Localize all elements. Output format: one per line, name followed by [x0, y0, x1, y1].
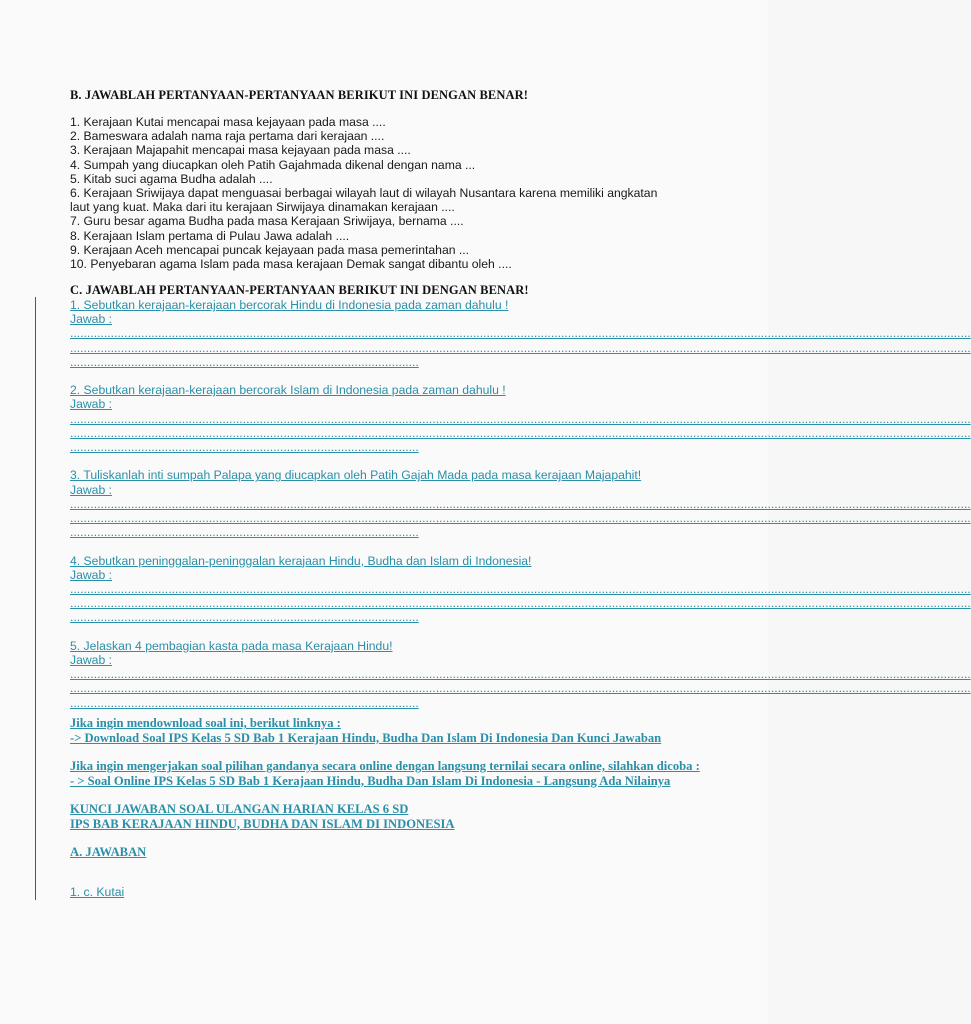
essay-question-2[interactable]: 2. Sebutkan kerajaan-kerajaan bercorak Islam di Indonesia pada zaman dahulu !: [70, 383, 506, 398]
answer-label[interactable]: Jawab :: [70, 653, 113, 668]
question-b-8: 8. Kerajaan Islam pertama di Pulau Jawa adalah ....: [70, 228, 350, 243]
question-b-6: 6. Kerajaan Sriwijaya dapat menguasai berbagai wilayah laut di wilayah Nusantara karena memiliki angkatan: [70, 186, 658, 201]
section-b-question-list: [70, 115, 710, 271]
download-intro: Jika ingin mendownload soal ini, berikut linknya :: [70, 716, 341, 730]
question-b-5: 5. Kitab suci agama Budha adalah ....: [70, 171, 273, 186]
section-c-essay-list: [70, 298, 971, 724]
answer-label[interactable]: Jawab :: [70, 482, 113, 497]
question-b-3: 3. Kerajaan Majapahit mencapai masa kejayaan pada masa ....: [70, 143, 411, 158]
section-c-heading: C. JAWABLAH PERTANYAAN-PERTANYAAN BERIKUT INI DENGAN BENAR!: [70, 283, 529, 297]
question-b-10: 10. Penyebaran agama Islam pada masa kerajaan Demak sangat dibantu oleh ....: [70, 257, 512, 272]
jawaban-heading[interactable]: A. JAWABAN: [70, 845, 147, 859]
answer-1[interactable]: 1. c. Kutai: [70, 885, 125, 899]
answer-line[interactable]: .......................................................................................................: [70, 525, 419, 540]
essay-item: [70, 383, 971, 455]
essay-item: [70, 553, 971, 625]
answer-line[interactable]: ..........................................................................................................................................................................................................................................................................: [70, 681, 971, 696]
question-b-9: 9. Kerajaan Aceh mencapai puncak kejayaan pada masa pemerintahan ...: [70, 242, 470, 257]
essay-item: [70, 468, 971, 540]
online-intro: Jika ingin mengerjakan soal pilihan gandanya secara online dengan langsung ternilai secara online, silahkan dicoba :: [70, 759, 700, 773]
essay-item: [70, 638, 971, 710]
answer-line[interactable]: .......................................................................................................: [70, 610, 419, 625]
kunci-title-1[interactable]: KUNCI JAWABAN SOAL ULANGAN HARIAN KELAS 6 SD: [70, 802, 409, 816]
question-b-6-cont: laut yang kuat. Maka dari itu kerajaan Sirwijaya dinamakan kerajaan ....: [70, 200, 455, 215]
essay-item: [70, 298, 971, 369]
essay-question-5[interactable]: 5. Jelaskan 4 pembagian kasta pada masa Kerajaan Hindu!: [70, 638, 393, 653]
question-b-4: 4. Sumpah yang diucapkan oleh Patih Gajahmada dikenal dengan nama ...: [70, 157, 476, 172]
essay-question-1[interactable]: 1. Sebutkan kerajaan-kerajaan bercorak Hindu di Indonesia pada zaman dahulu !: [70, 298, 509, 312]
answer-line[interactable]: ..........................................................................................................................................................................................................................................................................: [70, 326, 971, 341]
question-b-7: 7. Guru besar agama Budha pada masa Kerajaan Sriwijaya, bernama ....: [70, 214, 464, 229]
answer-line[interactable]: ..........................................................................................................................................................................................................................................................................: [70, 425, 971, 440]
margin-rule: [35, 297, 36, 900]
answer-line[interactable]: ..........................................................................................................................................................................................................................................................................: [70, 340, 971, 355]
download-link[interactable]: -> Download Soal IPS Kelas 5 SD Bab 1 Kerajaan Hindu, Budha Dan Islam Di Indonesia Dan Kunci Jawaban: [70, 730, 662, 745]
section-b-heading: B. JAWABLAH PERTANYAAN-PERTANYAAN BERIKUT INI DENGAN BENAR!: [70, 88, 528, 102]
question-b-2: 2. Bameswara adalah nama raja pertama dari kerajaan ....: [70, 129, 385, 144]
answer-line[interactable]: ..........................................................................................................................................................................................................................................................................: [70, 582, 971, 597]
answer-line[interactable]: .......................................................................................................: [70, 695, 419, 710]
question-b-1: 1. Kerajaan Kutai mencapai masa kejayaan pada masa ....: [70, 115, 386, 129]
answer-line[interactable]: ..........................................................................................................................................................................................................................................................................: [70, 667, 971, 682]
links-block: [70, 716, 700, 860]
answer-line[interactable]: .......................................................................................................: [70, 440, 419, 455]
answer-label[interactable]: Jawab :: [70, 567, 113, 582]
answer-line[interactable]: ..........................................................................................................................................................................................................................................................................: [70, 496, 971, 511]
answer-line[interactable]: .......................................................................................................: [70, 354, 419, 369]
online-link[interactable]: - > Soal Online IPS Kelas 5 SD Bab 1 Kerajaan Hindu, Budha Dan Islam Di Indonesia - Langsung Ada Nilainya: [70, 773, 671, 788]
answer-label[interactable]: Jawab :: [70, 397, 113, 412]
essay-question-3[interactable]: 3. Tuliskanlah inti sumpah Palapa yang diucapkan oleh Patih Gajah Mada pada masa kerajaan Majapahit!: [70, 468, 642, 483]
answer-line[interactable]: ..........................................................................................................................................................................................................................................................................: [70, 511, 971, 526]
answer-line[interactable]: ..........................................................................................................................................................................................................................................................................: [70, 411, 971, 426]
kunci-title-2[interactable]: IPS BAB KERAJAAN HINDU, BUDHA DAN ISLAM DI INDONESIA: [70, 816, 455, 831]
answer-label[interactable]: Jawab :: [70, 312, 113, 327]
answer-line[interactable]: ..........................................................................................................................................................................................................................................................................: [70, 596, 971, 611]
essay-question-4[interactable]: 4. Sebutkan peninggalan-peninggalan kerajaan Hindu, Budha dan Islam di Indonesia!: [70, 553, 532, 568]
